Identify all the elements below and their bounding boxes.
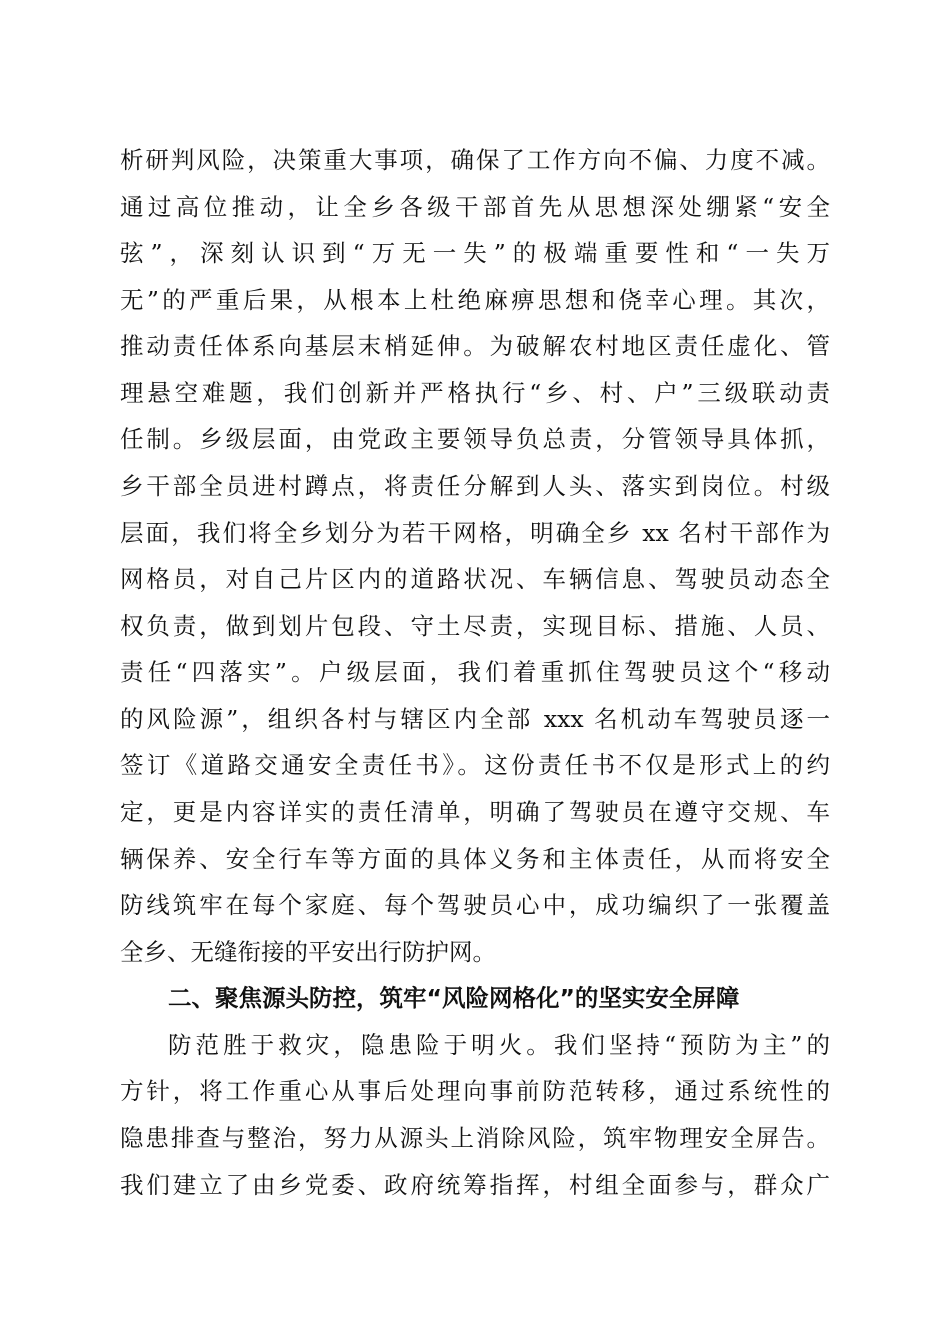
text-line: 我们建立了由乡党委、政府统筹指挥，村组全面参与，群众广 bbox=[120, 1171, 830, 1199]
section-heading: 二、聚焦源头防控，筑牢“风险网格化”的坚实安全屏障 bbox=[168, 984, 740, 1012]
text-line: 定，更是内容详实的责任清单，明确了驾驶员在遵守交规、车 bbox=[120, 798, 830, 826]
text-line: 无”的严重后果，从根本上杜绝麻痹思想和侥幸心理。其次， bbox=[120, 286, 830, 314]
text-line: 权负责，做到划片包段、守土尽责，实现目标、措施、人员、 bbox=[120, 612, 830, 640]
text-line: 通过高位推动，让全乡各级干部首先从思想深处绷紧“安全 bbox=[120, 193, 830, 221]
text-line: 防线筑牢在每个家庭、每个驾驶员心中，成功编织了一张覆盖 bbox=[120, 891, 830, 919]
text-line: 层面，我们将全乡划分为若干网格，明确全乡 xx 名村干部作为 bbox=[120, 519, 830, 547]
text-line: 弦”，深刻认识到“万无一失”的极端重要性和“一失万 bbox=[120, 239, 830, 267]
text-line: 方针，将工作重心从事后处理向事前防范转移，通过系统性的 bbox=[120, 1077, 830, 1105]
text-line: 全乡、无缝衔接的平安出行防护网。 bbox=[120, 938, 496, 966]
text-line: 防范胜于救灾，隐患险于明火。我们坚持“预防为主”的 bbox=[168, 1031, 830, 1059]
text-line: 辆保养、安全行车等方面的具体义务和主体责任，从而将安全 bbox=[120, 845, 830, 873]
text-line: 理悬空难题，我们创新并严格执行“乡、村、户”三级联动责 bbox=[120, 379, 830, 407]
text-line: 任制。乡级层面，由党政主要领导负总责，分管领导具体抓， bbox=[120, 425, 830, 453]
text-line: 析研判风险，决策重大事项，确保了工作方向不偏、力度不减。 bbox=[120, 146, 830, 174]
text-line: 推动责任体系向基层末梢延伸。为破解农村地区责任虚化、管 bbox=[120, 332, 830, 360]
text-line: 的风险源”，组织各村与辖区内全部 xxx 名机动车驾驶员逐一 bbox=[120, 705, 830, 733]
text-line: 签订《道路交通安全责任书》。这份责任书不仅是形式上的约 bbox=[120, 751, 830, 779]
text-line: 乡干部全员进村蹲点，将责任分解到人头、落实到岗位。村级 bbox=[120, 472, 830, 500]
text-line: 隐患排查与整治，努力从源头上消除风险，筑牢物理安全屏告。 bbox=[120, 1124, 830, 1152]
text-line: 责任“四落实”。户级层面，我们着重抓住驾驶员这个“移动 bbox=[120, 658, 830, 686]
text-line: 网格员，对自己片区内的道路状况、车辆信息、驾驶员动态全 bbox=[120, 565, 830, 593]
